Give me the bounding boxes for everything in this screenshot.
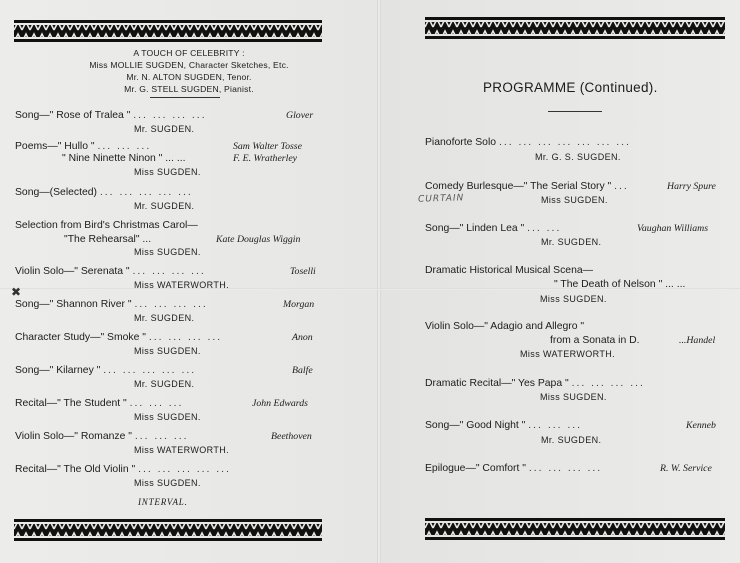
leader-dots: ... ... ... ... (132, 266, 206, 277)
programme-item-composer: Sam Walter Tosse (233, 141, 302, 152)
programme-item-title: Comedy Burlesque—" The Serial Story " ... (425, 181, 629, 192)
top-right-border-band (425, 17, 725, 39)
programme-item-performer: Miss SUGDEN. (541, 195, 608, 205)
title-rule (548, 111, 602, 112)
top-left-border-band (14, 20, 322, 42)
programme-item-title: Violin Solo—" Adagio and Allegro " (425, 321, 585, 332)
programme-item-title: Song—" Rose of Tralea " ... ... ... ... (15, 110, 207, 121)
programme-item-title: Violin Solo—" Serenata " ... ... ... ... (15, 266, 206, 277)
programme-item-title: Recital—" The Old Violin " ... ... ... ... ... (15, 464, 231, 475)
page-title: PROGRAMME (Continued). (483, 80, 658, 95)
bottom-left-border-band (14, 519, 322, 541)
programme-item-title: Poems—" Hullo " ... ... ... (15, 141, 152, 152)
programme-item-performer: Miss SUGDEN. (134, 478, 201, 488)
leader-dots: ... ... ... (97, 141, 152, 152)
border-band-graphic (14, 20, 322, 42)
bottom-right-border-band (425, 518, 725, 540)
leader-dots: ... (614, 181, 629, 192)
programme-item-performer: Miss SUGDEN. (134, 167, 201, 177)
celebrity-line: Mr. N. ALTON SUGDEN, Tenor. (126, 72, 252, 82)
programme-item-title: Song—" Good Night " ... ... ... (425, 420, 583, 431)
programme-item-title: Song—(Selected) ... ... ... ... ... (15, 187, 193, 198)
leader-dots: ... ... ... ... (148, 332, 223, 343)
programme-item-performer: Mr. SUGDEN. (541, 435, 602, 445)
programme-item-subtitle: "The Rehearsal" ... (64, 234, 152, 245)
programme-item-title: Selection from Bird's Christmas Carol— (15, 220, 198, 231)
celebrity-heading: A TOUCH OF CELEBRITY : (133, 48, 245, 58)
programme-item-composer: Beethoven (271, 431, 312, 442)
leader-dots: ... ... ... ... ... (103, 365, 197, 376)
programme-item-composer: Harry Spure (667, 181, 716, 192)
leader-dots: ... ... (527, 223, 562, 234)
leader-dots: ... ... ... ... (528, 463, 603, 474)
programme-item-composer: Balfe (292, 365, 313, 376)
leader-dots: ... ... ... ... (571, 378, 645, 389)
programme-item-title: Dramatic Recital—" Yes Papa " ... ... ... ... (425, 378, 645, 389)
leader-dots: ... ... ... (134, 431, 189, 442)
programme-item-composer: Vaughan Williams (637, 223, 709, 234)
border-band-graphic (425, 518, 725, 540)
programme-item-performer: Mr. SUGDEN. (134, 313, 195, 323)
leader-dots: ... ... (665, 279, 686, 290)
border-band-graphic (425, 17, 725, 39)
programme-item-composer: Toselli (290, 266, 316, 277)
programme-item-performer: Mr. SUGDEN. (541, 237, 602, 247)
programme-item-composer: F. E. Wratherley (233, 153, 298, 164)
programme-item-performer: Mr. SUGDEN. (134, 201, 195, 211)
programme-item-composer: Morgan (283, 299, 315, 310)
programme-item-title: Recital—" The Student " ... ... ... (15, 398, 184, 409)
programme-item-performer: Miss WATERWORTH. (520, 349, 616, 359)
programme-item-performer: Mr. SUGDEN. (134, 124, 195, 134)
programme-item-subtitle: " The Death of Nelson " ... ... (554, 279, 686, 290)
programme-item-performer: Miss WATERWORTH. (134, 445, 230, 455)
programme-item-performer: Miss SUGDEN. (540, 294, 607, 304)
programme-item-composer: R. W. Service (660, 463, 712, 474)
programme-item-performer: Mr. SUGDEN. (134, 379, 195, 389)
celebrity-line: Mr. G. STELL SUGDEN, Pianist. (124, 84, 254, 94)
leader-dots: ... ... ... ... ... ... ... (498, 137, 631, 148)
leader-dots: ... (142, 234, 152, 245)
programme-item-performer: Mr. G. S. SUGDEN. (535, 152, 621, 162)
programme-item-composer: Kenneb (686, 420, 716, 431)
header-rule (150, 97, 220, 98)
interval-label: INTERVAL. (138, 497, 188, 507)
programme-item-title: Pianoforte Solo ... ... ... ... ... ... ... (425, 137, 631, 148)
programme-item-title: Song—" Linden Lea " ... ... (425, 223, 562, 234)
celebrity-line: Miss MOLLIE SUGDEN, Character Sketches, Etc. (89, 60, 289, 70)
border-band-graphic (14, 519, 322, 541)
programme-item-performer: Miss SUGDEN. (540, 392, 607, 402)
leader-dots: ... ... ... (129, 398, 184, 409)
programme-item-title: Epilogue—" Comfort " ... ... ... ... (425, 463, 603, 474)
programme-item-title: Violin Solo—" Romanze " ... ... ... (15, 431, 189, 442)
programme-item-composer: Anon (292, 332, 313, 343)
programme-item-composer: Kate Douglas Wiggin (216, 234, 301, 245)
leader-dots: ... ... ... (528, 420, 583, 431)
programme-item-title: Song—" Kilarney " ... ... ... ... ... (15, 365, 197, 376)
leader-dots: ... ... ... ... ... (99, 187, 193, 198)
programme-item-performer: Miss SUGDEN. (134, 412, 201, 422)
programme-item-subtitle: from a Sonata in D. (550, 335, 640, 346)
programme-item-title: Dramatic Historical Musical Scena— (425, 265, 594, 276)
programme-item-performer: Miss SUGDEN. (134, 247, 201, 257)
leader-dots: ... ... (165, 153, 186, 164)
leader-dots: ... ... ... ... (134, 299, 208, 310)
programme-item-composer: Glover (286, 110, 314, 121)
programme-item-composer: ...Handel (679, 335, 716, 346)
programme-item-title: Song—" Shannon River " ... ... ... ... (15, 299, 208, 310)
programme-item-title: Character Study—" Smoke " ... ... ... ... (15, 332, 223, 343)
programme-item-subtitle: " Nine Ninette Ninon " ... ... (62, 153, 186, 164)
programme-item-performer: Miss SUGDEN. (134, 346, 201, 356)
leader-dots: ... ... ... ... ... (138, 464, 231, 475)
leader-dots: ... ... ... ... (133, 110, 207, 121)
programme-item-performer: Miss WATERWORTH. (134, 280, 230, 290)
handwritten-note: CURTAIN (417, 193, 465, 205)
programme-item-composer: John Edwards (252, 398, 308, 409)
pencil-tick-mark: ✖ (11, 285, 22, 299)
